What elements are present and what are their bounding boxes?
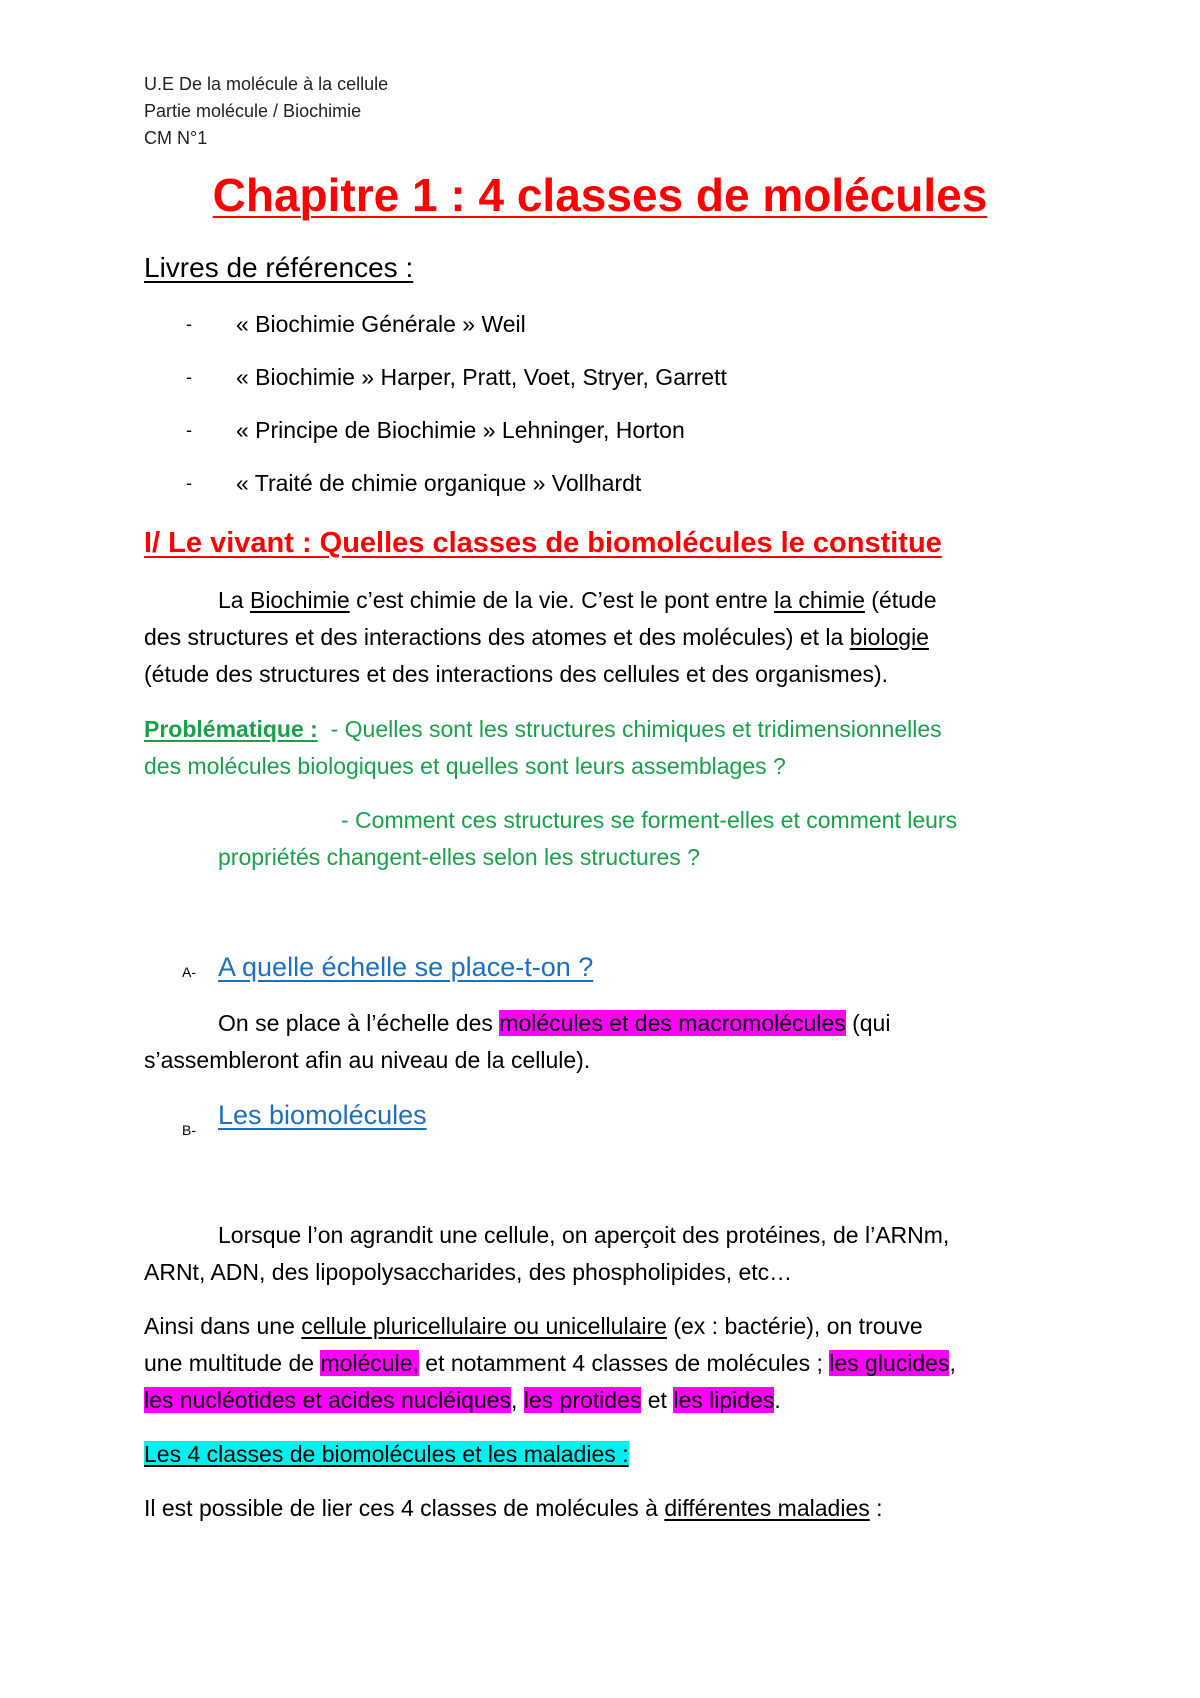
- reference-item: « Biochimie » Harper, Pratt, Voet, Stryer, Garrett: [236, 364, 727, 390]
- list-bullet: -: [186, 420, 192, 440]
- chapter-title: Chapitre 1 : 4 classes de molécules: [212, 169, 988, 221]
- highlight: les lipides: [673, 1387, 775, 1413]
- paragraph-line: On se place à l’échelle des molécules et des macromolécules (qui: [218, 1010, 891, 1036]
- subsection-title: Les biomolécules: [218, 1100, 427, 1130]
- problematique-line: des molécules biologiques et quelles sont leurs assemblages ?: [144, 753, 786, 779]
- subsection-letter: A-: [182, 964, 196, 980]
- list-bullet: -: [186, 473, 192, 493]
- header-cm-number: CM N°1: [144, 128, 208, 148]
- paragraph-line: les nucléotides et acides nucléiques, les protides et les lipides.: [144, 1387, 781, 1413]
- subsection-letter: B-: [182, 1122, 196, 1138]
- maladies-heading: Les 4 classes de biomolécules et les maladies :: [144, 1441, 629, 1467]
- header-course: U.E De la molécule à la cellule: [144, 74, 389, 94]
- problematique-line: Problématique : - Quelles sont les structures chimiques et tridimensionnelles: [144, 716, 942, 742]
- paragraph-line: des structures et des interactions des atomes et des molécules) et la biologie: [144, 624, 929, 650]
- term-cellule: cellule pluricellulaire ou unicellulaire: [301, 1313, 667, 1339]
- list-bullet: -: [186, 314, 192, 334]
- paragraph-line: Lorsque l’on agrandit une cellule, on aperçoit des protéines, de l’ARNm,: [218, 1222, 950, 1248]
- paragraph-line: Il est possible de lier ces 4 classes de molécules à différentes maladies :: [144, 1495, 883, 1521]
- term-biochimie: Biochimie: [249, 587, 350, 613]
- problematique-line: - Comment ces structures se forment-elles et comment leurs: [341, 807, 958, 833]
- paragraph-line: s’assembleront afin au niveau de la cellule).: [144, 1047, 591, 1073]
- highlight: les protides: [523, 1387, 642, 1413]
- problematique-line: propriétés changent-elles selon les structures ?: [218, 844, 700, 870]
- term-chimie: la chimie: [774, 587, 865, 613]
- highlight: les nucléotides et acides nucléiques: [144, 1387, 511, 1413]
- paragraph-line: ARNt, ADN, des lipopolysaccharides, des phospholipides, etc…: [144, 1259, 793, 1285]
- header-part: Partie molécule / Biochimie: [144, 101, 362, 121]
- section-heading: I/ Le vivant : Quelles classes de biomolécules le constitue: [144, 527, 942, 559]
- paragraph-line: une multitude de molécule, et notamment 4 classes de molécules ; les glucides,: [144, 1350, 956, 1376]
- reference-item: « Traité de chimie organique » Vollhardt: [236, 470, 642, 496]
- highlight: molécules et des macromolécules: [499, 1010, 846, 1036]
- highlight: les glucides: [829, 1350, 950, 1376]
- term-maladies: différentes maladies: [664, 1495, 870, 1521]
- term-biologie: biologie: [849, 624, 929, 650]
- subsection-title: A quelle échelle se place-t-on ?: [218, 952, 594, 982]
- reference-item: « Principe de Biochimie » Lehninger, Horton: [236, 417, 685, 443]
- paragraph-line: La Biochimie c’est chimie de la vie. C’est le pont entre la chimie (étude: [218, 587, 937, 613]
- list-bullet: -: [186, 367, 192, 387]
- paragraph-line: Ainsi dans une cellule pluricellulaire ou unicellulaire (ex : bactérie), on trouve: [144, 1313, 923, 1339]
- references-heading: Livres de références :: [144, 252, 414, 283]
- reference-item: « Biochimie Générale » Weil: [236, 311, 526, 337]
- problematique-label: Problématique :: [144, 716, 318, 742]
- highlight: molécule,: [320, 1350, 419, 1376]
- paragraph-line: (étude des structures et des interactions des cellules et des organismes).: [144, 661, 889, 687]
